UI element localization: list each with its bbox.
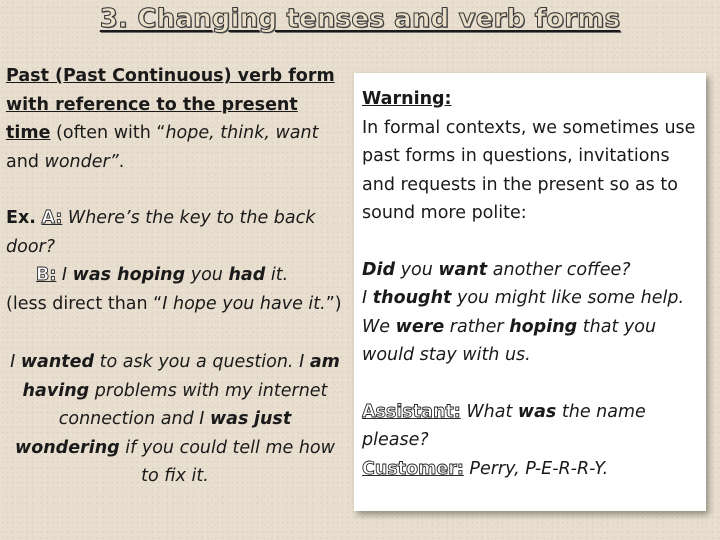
pe2-rest: you might like some help. xyxy=(456,288,685,308)
assistant-label: Assistant: xyxy=(362,401,461,422)
customer-label: Customer: xyxy=(362,458,464,479)
polite-example-2 xyxy=(362,284,698,313)
example-b xyxy=(6,261,344,290)
b3-just-wondering: just wondering xyxy=(15,409,292,458)
b3-am-having: am having xyxy=(22,352,340,401)
customer-text: Perry, P-E-R-R-Y. xyxy=(463,458,609,479)
b3-i1: I xyxy=(10,352,16,372)
b-it: it. xyxy=(270,265,289,285)
pe3-hoping: hoping xyxy=(509,316,578,337)
example-note xyxy=(6,290,344,319)
polite-example-1 xyxy=(362,256,698,285)
b3-ask: to ask you a question. xyxy=(99,352,294,372)
b3-was: was xyxy=(209,409,249,429)
intro-end: . xyxy=(118,151,125,172)
pe2-i: I xyxy=(362,288,368,308)
pe3-rather: rather xyxy=(449,316,504,337)
assistant-text-b: the name please? xyxy=(362,401,646,450)
warning-text: In formal contexts, we sometimes use past forms in questions, invitations and requests in the present so as to sound more polite: xyxy=(362,117,696,223)
b-i: I xyxy=(61,265,68,285)
polite-example-3 xyxy=(362,313,698,370)
b-you: you xyxy=(190,265,223,285)
b-was-hoping: was hoping xyxy=(72,265,186,285)
example-block-3 xyxy=(6,348,344,491)
intro-heading: Past (Past Continuous) verb form with reference to the present time xyxy=(6,66,335,143)
warning-panel xyxy=(354,73,706,511)
example-a xyxy=(6,204,344,261)
pe3-rest: that you would stay with us. xyxy=(362,316,657,365)
speaker-b-label: B: xyxy=(36,265,57,285)
intro-and: and xyxy=(6,151,45,172)
speaker-a-text: Where’s the key to the back door? xyxy=(6,208,316,257)
left-column xyxy=(6,62,344,491)
note-open: (less direct than “ xyxy=(6,293,163,314)
assistant-text-a: What xyxy=(460,401,518,422)
page-title: 3. Changing tenses and verb forms xyxy=(99,4,621,34)
intro-wonder: wonder” xyxy=(44,151,119,172)
dialogue-customer xyxy=(362,455,698,484)
pe1-you: you xyxy=(400,259,433,280)
pe3-we: We xyxy=(362,316,391,337)
pe1-did: Did xyxy=(362,259,396,280)
intro-paragraph xyxy=(6,62,344,176)
pe2-thought: thought xyxy=(372,288,452,308)
note-close: ”) xyxy=(325,293,342,314)
example-label: Ex. xyxy=(6,208,36,228)
b3-wanted: wanted xyxy=(20,352,95,372)
intro-think: think, want xyxy=(214,123,319,143)
note-quote: I hope you have it. xyxy=(162,293,326,314)
intro-open: (often with “ xyxy=(50,123,166,143)
pe1-want: want xyxy=(438,259,488,280)
b3-i2: I xyxy=(299,352,305,372)
speaker-a-label: A: xyxy=(41,208,63,228)
pe1-rest: another coffee? xyxy=(492,259,631,280)
warning-label: Warning: xyxy=(362,89,452,109)
b3-problems: problems with my internet connection and I xyxy=(58,380,328,429)
assistant-was: was xyxy=(517,401,557,422)
b3-rest: if you could tell me how to fix it. xyxy=(125,437,335,486)
pe3-were: were xyxy=(395,316,445,337)
dialogue-assistant xyxy=(362,398,698,455)
intro-hope: hope, xyxy=(165,123,215,143)
b-had: had xyxy=(228,265,266,285)
